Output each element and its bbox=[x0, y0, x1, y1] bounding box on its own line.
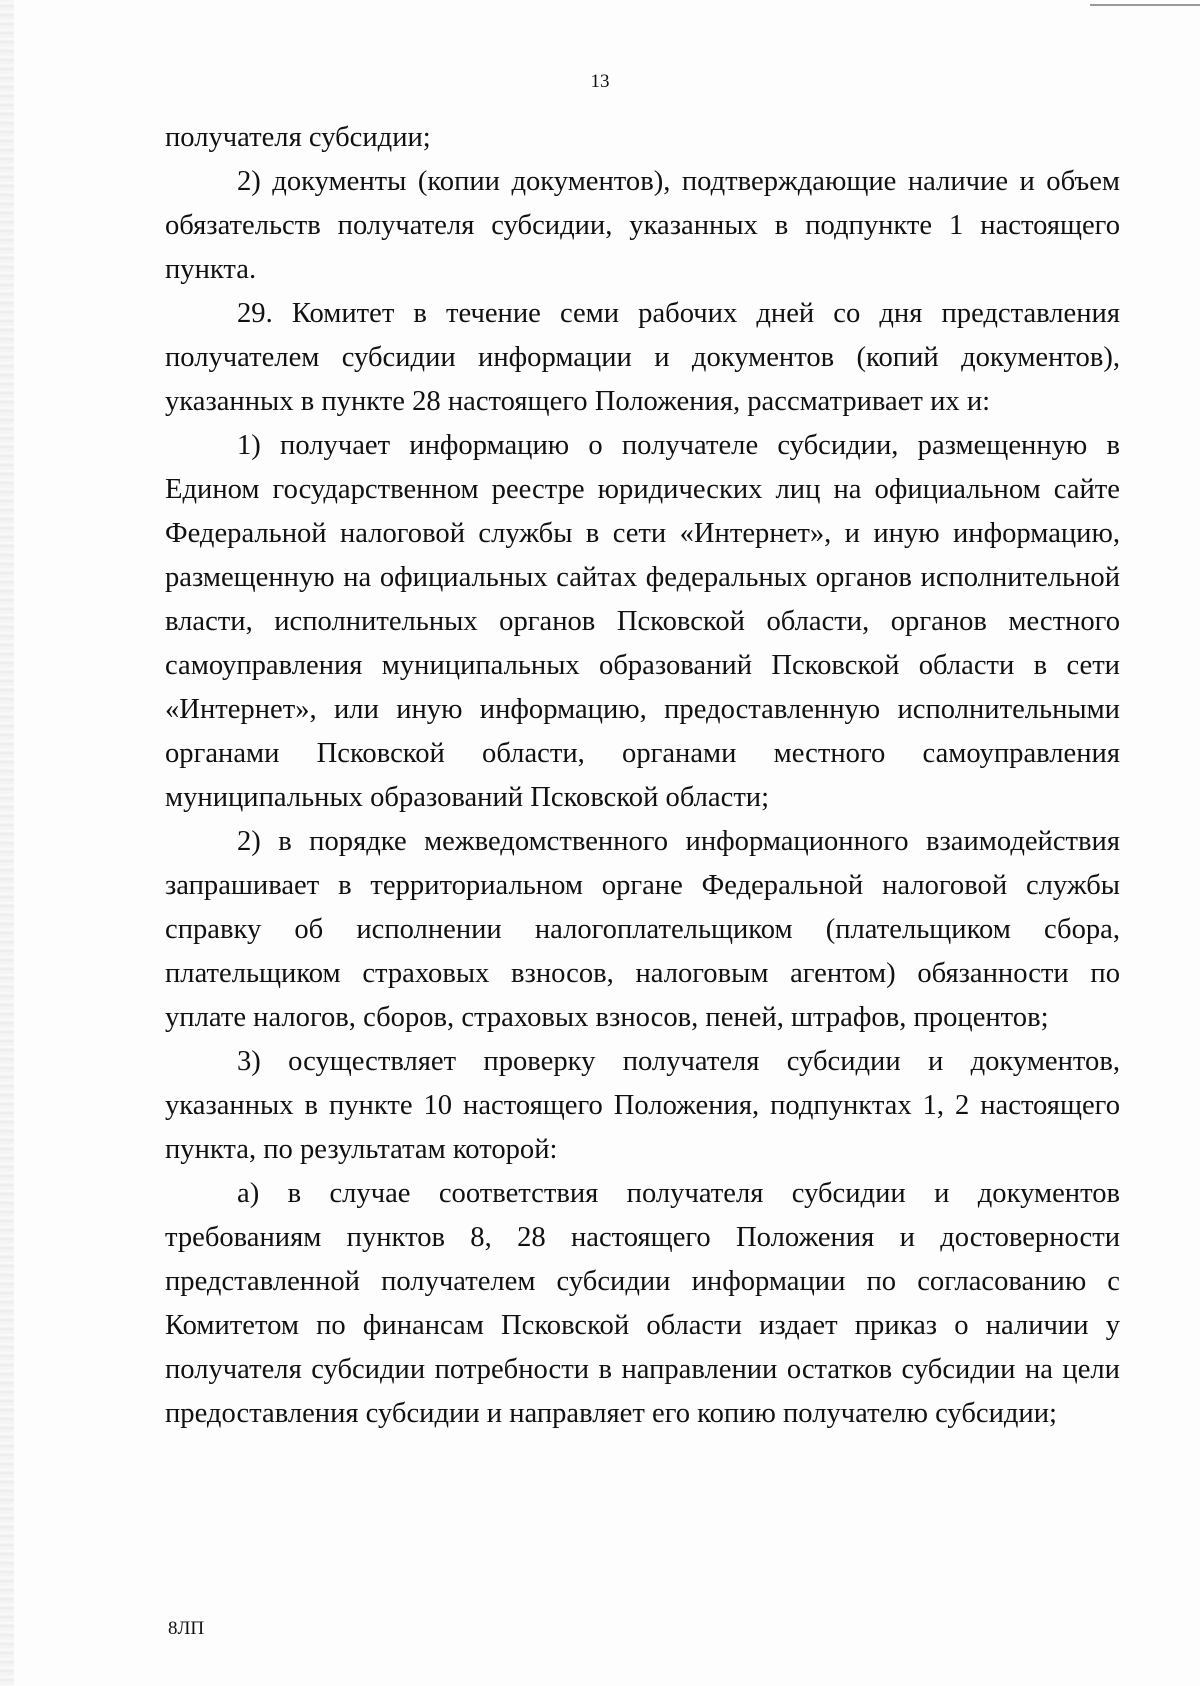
scan-edge-left bbox=[0, 0, 14, 1686]
paragraph-item-2-tax-request: 2) в порядке межведомственного информационного взаимодействия запрашивает в территориальном органе Федеральной налоговой службы справку об исполнении налогоплательщиком (плательщиком сбора, плательщиком страховых взносов, налоговым агентом) обязанности по уплате налогов, сборов, страховых взносов, пеней, штрафов, процентов; bbox=[165, 826, 1120, 1033]
footer-code: 8ЛП bbox=[168, 1618, 205, 1639]
document-body bbox=[165, 116, 1120, 1436]
paragraph-item-2-documents: 2) документы (копии документов), подтверждающие наличие и объем обязательств получателя субсидии, указанных в подпункте 1 настоящего пункта. bbox=[165, 166, 1120, 285]
paragraph-clause-29: 29. Комитет в течение семи рабочих дней со дня представления получателем субсидии информации и документов (копий документов), указанных в пункте 28 настоящего Положения, рассматривает их и: bbox=[165, 298, 1120, 417]
paragraph-item-1-egrul: 1) получает информацию о получателе субсидии, размещенную в Едином государственном реестре юридических лиц на официальном сайте Федеральной налоговой службы в сети «Интернет», и иную информацию, размещенную на официальных сайтах федеральных органов исполнительной власти, исполнительных органов Псковской области, органов местного самоуправления муниципальных образований Псковской области в сети «Интернет», или иную информацию, предоставленную исполнительными органами Псковской области, органами местного самоуправления муниципальных образований Псковской области; bbox=[165, 430, 1120, 813]
paragraph-continuation: получателя субсидии; bbox=[165, 122, 431, 153]
paragraph-item-3-verification: 3) осуществляет проверку получателя субсидии и документов, указанных в пункте 10 настоящего Положения, подпунктах 1, 2 настоящего пункта, по результатам которой: bbox=[165, 1046, 1120, 1165]
page-number: 13 bbox=[590, 71, 610, 92]
paragraph-subitem-a: а) в случае соответствия получателя субсидии и документов требованиям пунктов 8, 28 настоящего Положения и достоверности представленной получателем субсидии информации по согласованию с Комитетом по финансам Псковской области издает приказ о наличии у получателя субсидии потребности в направлении остатков субсидии на цели предоставления субсидии и направляет его копию получателю субсидии; bbox=[165, 1178, 1120, 1429]
scan-edge-mark bbox=[1090, 4, 1200, 6]
